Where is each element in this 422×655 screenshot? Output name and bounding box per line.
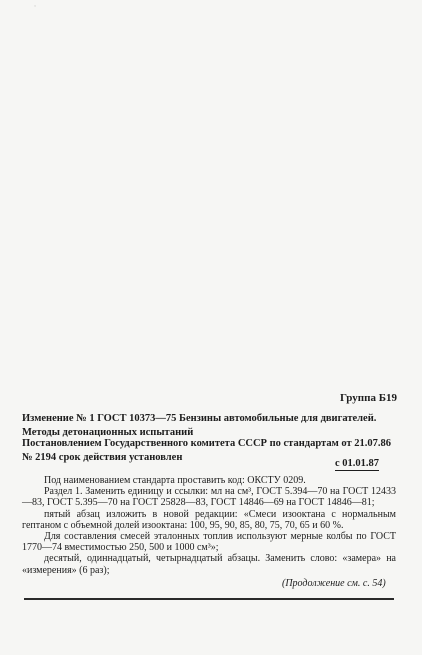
decree-text: Постановлением Государственного комитета СССР по стандартам от 21.07.86 № 2194 срок действия установлен xyxy=(22,438,391,463)
paragraph: Под наименованием стандарта проставить код: ОКСТУ 0209. xyxy=(44,475,306,486)
paragraph: Для составления смесей эталонных топлив используют мерные колбы по ГОСТ 1770—74 вместимостью 250, 500 и 1000 см³»; xyxy=(22,531,396,554)
amendment-title: Изменение № 1 ГОСТ 10373—75 Бензины автомобильные для двигателей. Методы детонационных испытаний xyxy=(22,413,377,438)
paragraph: пятый абзац изложить в новой редакции: «Смеси изооктана с нормальным гептаном с объемной долей изооктана: 100, 95, 90, 85, 80, 75, 70, 65 и 60 %. xyxy=(22,508,396,531)
group-code: Группа Б19 xyxy=(340,392,397,404)
scan-mark: ᾽ xyxy=(34,6,36,12)
amendment-body xyxy=(22,475,396,576)
effective-date: с 01.01.87 xyxy=(335,458,380,469)
footer-rule xyxy=(24,598,394,600)
paragraph: Раздел 1. Заменить единицу и ссылки: мл на см³, ГОСТ 5.394—70 на ГОСТ 12433—83, ГОСТ 5.395—70 на ГОСТ 25828—83, ГОСТ 14846—69 на ГОСТ 14846—81; xyxy=(22,486,396,509)
continuation-note: (Продолжение см. с. 54) xyxy=(282,578,386,589)
paragraph: десятый, одиннадцатый, четырнадцатый абзацы. Заменить слово: «замера» на «измерения» (6 раз); xyxy=(22,553,396,576)
